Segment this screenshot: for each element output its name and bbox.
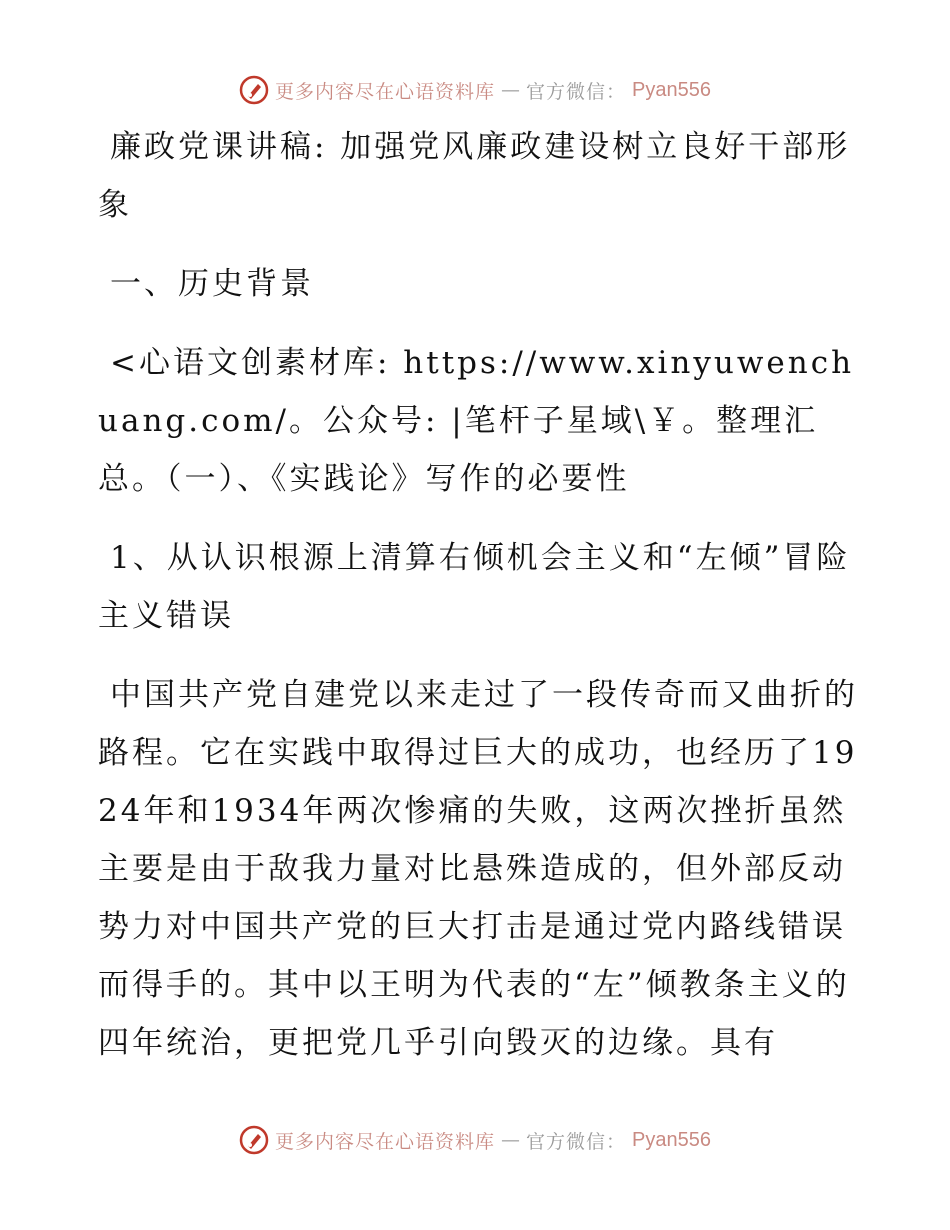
section-heading: 一、历史背景 (110, 266, 314, 302)
subheading: 1、从认识根源上清算右倾机会主义和“左倾”冒险主义错误 (98, 540, 851, 634)
document-body (98, 118, 858, 1093)
pen-logo-icon (239, 75, 269, 105)
watermark-separator: — (501, 1129, 521, 1151)
pen-logo-icon (239, 1125, 269, 1155)
document-title: 廉政党课讲稿: 加强党风廉政建设树立良好干部形象 (98, 129, 851, 223)
watermark-secondary-text: 官方微信： (526, 80, 627, 103)
watermark-main-text: 更多内容尽在心语资料库 (275, 1130, 496, 1153)
watermark-secondary-text: 官方微信： (526, 1130, 627, 1153)
source-paragraph: <心语文创素材库: https://www.xinyuwenchuang.com/。公众号: |笔杆子星域\￥。整理汇总。（一）、《实践论》写作的必要性 (98, 345, 855, 497)
watermark-separator: — (501, 79, 521, 101)
watermark-account-id: Pyan556 (632, 1128, 711, 1151)
watermark-account-id: Pyan556 (632, 78, 711, 101)
body-paragraph: 中国共产党自建党以来走过了一段传奇而又曲折的路程。它在实践中取得过巨大的成功，也经历了1924年和1934年两次惨痛的失败，这两次挫折虽然主要是由于敌我力量对比悬殊造成的，但外部反动势力对中国共产党的巨大打击是通过党内路线错误而得手的。其中以王明为代表的“左”倾教条主义的四年统治，更把党几乎引向毁灭的边缘。具有 (98, 677, 858, 1061)
watermark-main-text: 更多内容尽在心语资料库 (275, 80, 496, 103)
footer-watermark (0, 1120, 950, 1160)
header-watermark (0, 70, 950, 110)
